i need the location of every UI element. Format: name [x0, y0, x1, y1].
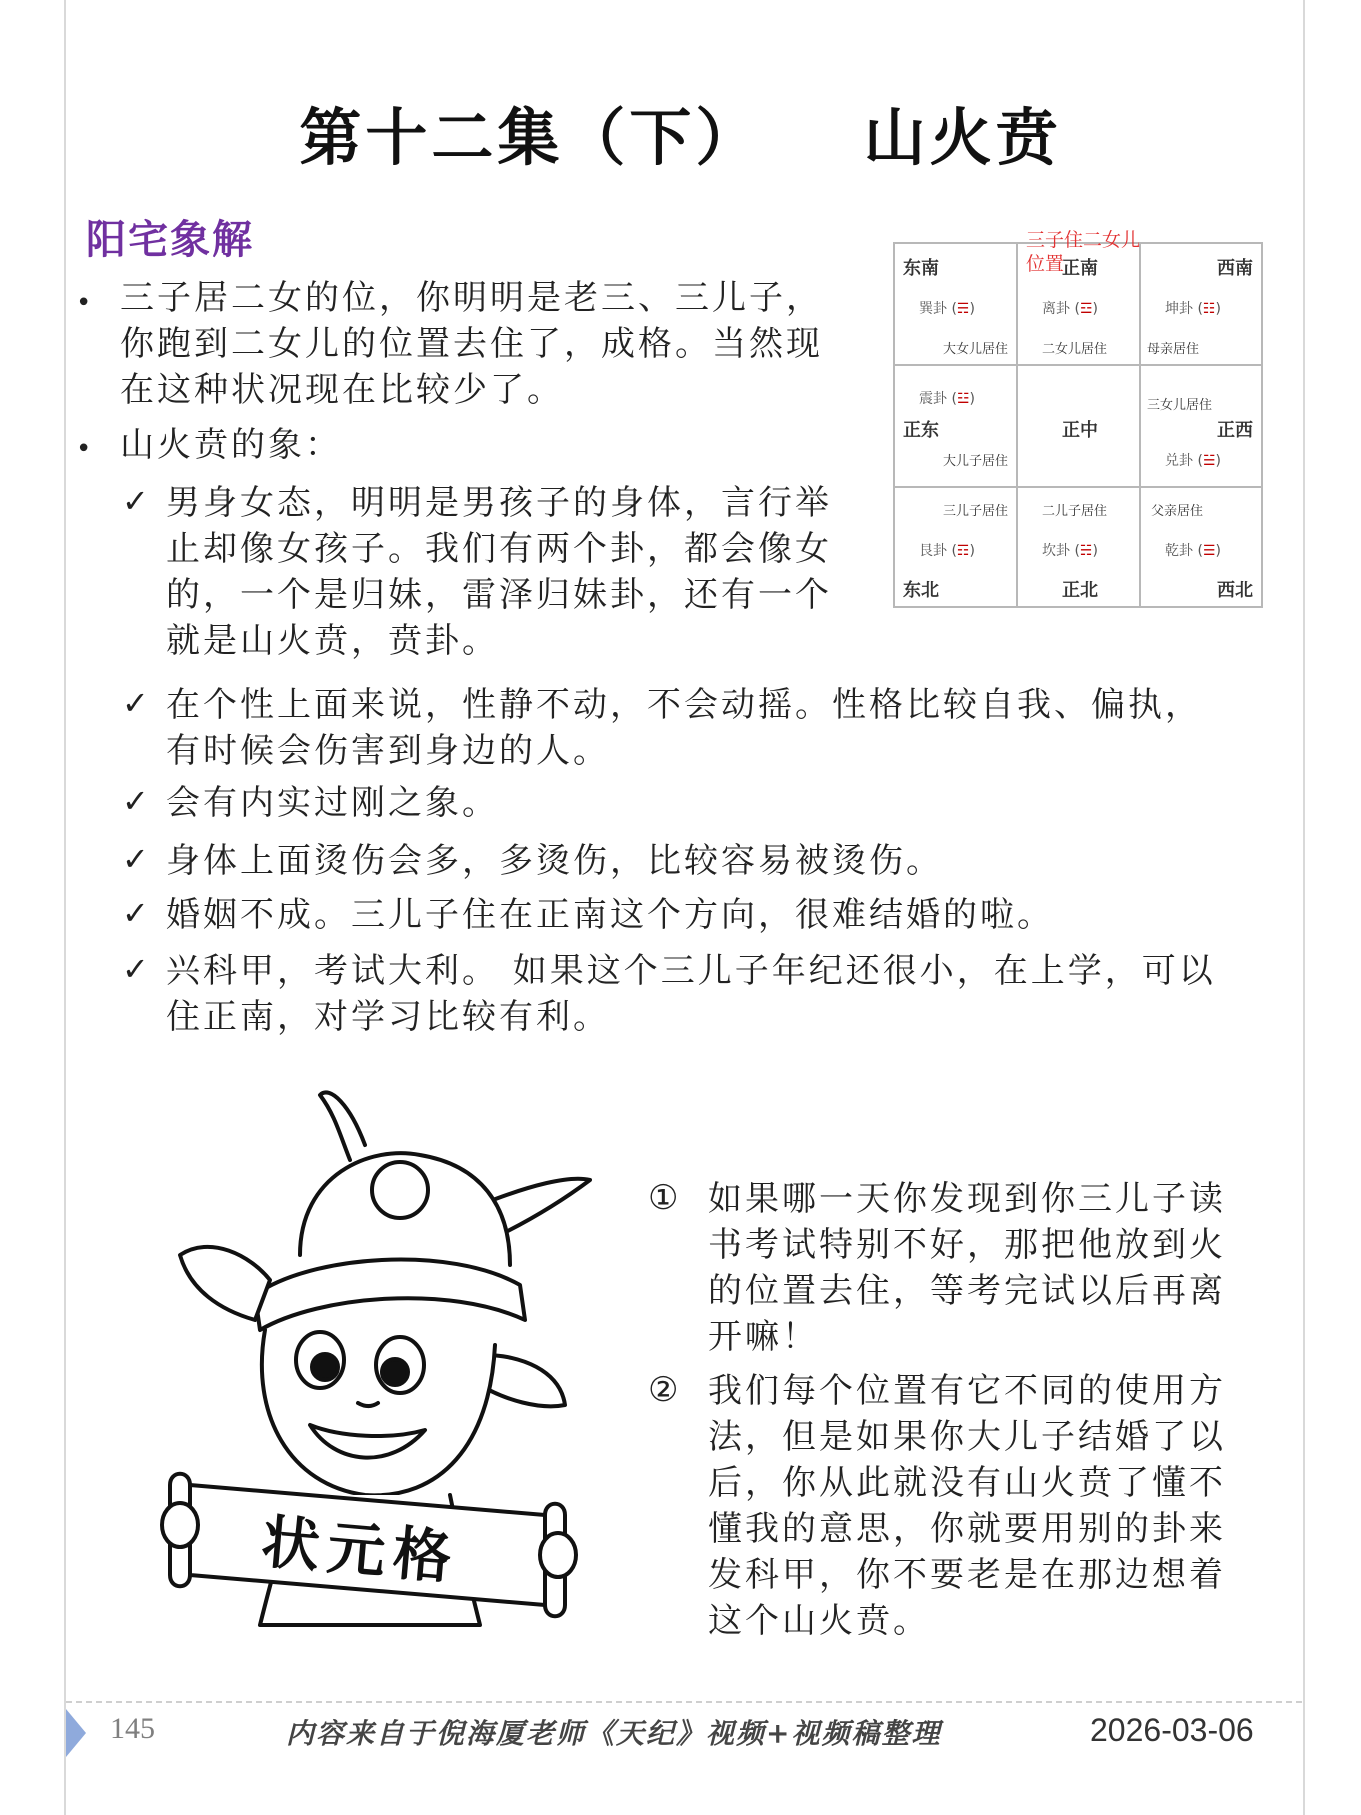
trigram-label: 巽卦 (☴) [919, 301, 975, 317]
grid-cell-center [1018, 366, 1141, 488]
bullet-paragraph-1 [120, 275, 823, 413]
text-line: 兴科甲，考试大利。 如果这个三儿子年纪还很小，在上学，可以 [166, 951, 1216, 991]
resident-label: 二女儿居住 [1042, 342, 1108, 357]
grid-cell-northwest [1141, 488, 1261, 608]
circled-number-2: ② [648, 1370, 679, 1410]
footer-credit: 内容来自于倪海厦老师《天纪》视频+视频稿整理 [286, 1717, 942, 1750]
page-border-right [1303, 0, 1305, 1815]
text-line: 我们每个位置有它不同的使用方 [708, 1371, 1226, 1411]
bullet-paragraph-2 [120, 422, 342, 468]
resident-label: 大儿子居住 [943, 454, 1009, 469]
page-border-left [64, 0, 66, 1815]
check-icon: ✓ [122, 950, 149, 988]
resident-label: 大女儿居住 [943, 342, 1009, 357]
text-line: 你跑到二女儿的位置去住了，成格。当然现 [120, 324, 823, 364]
footer-divider [66, 1701, 1302, 1703]
text-line: 山火贲的象： [120, 425, 342, 465]
numbered-item-1 [708, 1176, 1226, 1360]
grid-annotation: 三子住二女儿位置 [1026, 229, 1141, 275]
scholar-cartoon-illustration [150, 1085, 620, 1645]
text-line: 如果哪一天你发现到你三儿子读 [708, 1179, 1226, 1219]
direction-label: 东南 [903, 258, 939, 279]
check-item-1 [166, 480, 832, 664]
text-line: 住正南，对学习比较有利。 [166, 997, 610, 1037]
circled-number-1: ① [648, 1178, 679, 1218]
check-item-2 [166, 682, 1202, 774]
text-line: 在这种状况现在比较少了。 [120, 370, 564, 410]
text-line: 三子居二女的位，你明明是老三、三儿子， [120, 278, 823, 318]
page-title: 第十二集（下） 山火贲 [299, 101, 1062, 174]
text-line: 法，但是如果你大儿子结婚了以 [708, 1417, 1226, 1457]
text-line: 发科甲，你不要老是在那边想着 [708, 1555, 1226, 1595]
section-heading: 阳宅象解 [86, 216, 254, 263]
check-item-3 [166, 780, 499, 826]
footer-date: 2026-03-06 [1090, 1712, 1254, 1748]
direction-label: 正南 [1062, 258, 1098, 279]
text-line: 的，一个是归妹，雷泽归妹卦，还有一个 [166, 575, 832, 615]
text-line: 就是山火贲，贲卦。 [166, 621, 499, 661]
text-line: 在个性上面来说，性静不动，不会动摇。性格比较自我、偏执， [166, 685, 1202, 725]
direction-label: 西北 [1217, 580, 1253, 601]
numbered-item-2 [708, 1368, 1226, 1644]
text-line: 有时候会伤害到身边的人。 [166, 731, 610, 771]
check-icon: ✓ [122, 482, 149, 520]
bullet-marker: • [76, 288, 92, 318]
resident-label: 父亲居住 [1151, 504, 1204, 519]
check-icon: ✓ [122, 894, 149, 932]
trigram-label: 乾卦 (☰) [1165, 543, 1221, 559]
trigram-label: 坤卦 (☷) [1165, 301, 1221, 317]
check-icon: ✓ [122, 840, 149, 878]
trigram-label: 震卦 (☳) [919, 391, 975, 407]
text-line: 婚姻不成。三儿子住在正南这个方向，很难结婚的啦。 [166, 895, 1054, 935]
resident-label: 三儿子居住 [943, 504, 1009, 519]
grid-cell-northeast [895, 488, 1018, 608]
bullet-marker: • [76, 434, 92, 464]
direction-label: 东北 [903, 580, 939, 601]
trigram-label: 离卦 (☲) [1042, 301, 1098, 317]
check-item-5 [166, 892, 1054, 938]
text-line: 开嘛！ [708, 1317, 819, 1357]
banner-text: 状元格 [258, 1507, 463, 1593]
direction-label: 西南 [1217, 258, 1253, 279]
text-line: 身体上面烫伤会多，多烫伤，比较容易被烫伤。 [166, 841, 943, 881]
text-line: 后，你从此就没有山火贲了懂不 [708, 1463, 1226, 1503]
trigram-label: 兑卦 (☱) [1165, 453, 1221, 469]
grid-cell-east [895, 366, 1018, 488]
resident-label: 二儿子居住 [1042, 504, 1108, 519]
text-line: 懂我的意思，你就要用别的卦来 [708, 1509, 1226, 1549]
direction-label: 正北 [1062, 580, 1098, 601]
trigram-label: 艮卦 (☶) [919, 543, 975, 559]
resident-label: 母亲居住 [1147, 342, 1200, 357]
text-line: 止却像女孩子。我们有两个卦，都会像女 [166, 529, 832, 569]
check-icon: ✓ [122, 782, 149, 820]
grid-cell-southeast [895, 244, 1018, 366]
text-line: 书考试特别不好，那把他放到火 [708, 1225, 1226, 1265]
direction-label: 正东 [903, 420, 939, 441]
grid-cell-west [1141, 366, 1261, 488]
resident-label: 三女儿居住 [1147, 398, 1213, 413]
text-line: 会有内实过刚之象。 [166, 783, 499, 823]
text-line: 男身女态，明明是男孩子的身体，言行举 [166, 483, 832, 523]
text-line: 这个山火贲。 [708, 1601, 930, 1641]
page-number: 145 [110, 1712, 155, 1745]
direction-label: 正中 [1062, 420, 1098, 441]
bagua-grid [893, 242, 1263, 608]
triangle-arrow-icon [66, 1709, 86, 1757]
direction-label: 正西 [1217, 420, 1253, 441]
grid-cell-north [1018, 488, 1141, 608]
check-item-6 [166, 948, 1216, 1040]
grid-cell-southwest [1141, 244, 1261, 366]
text-line: 的位置去住，等考完试以后再离 [708, 1271, 1226, 1311]
trigram-label: 坎卦 (☵) [1042, 543, 1098, 559]
check-icon: ✓ [122, 684, 149, 722]
check-item-4 [166, 838, 943, 884]
